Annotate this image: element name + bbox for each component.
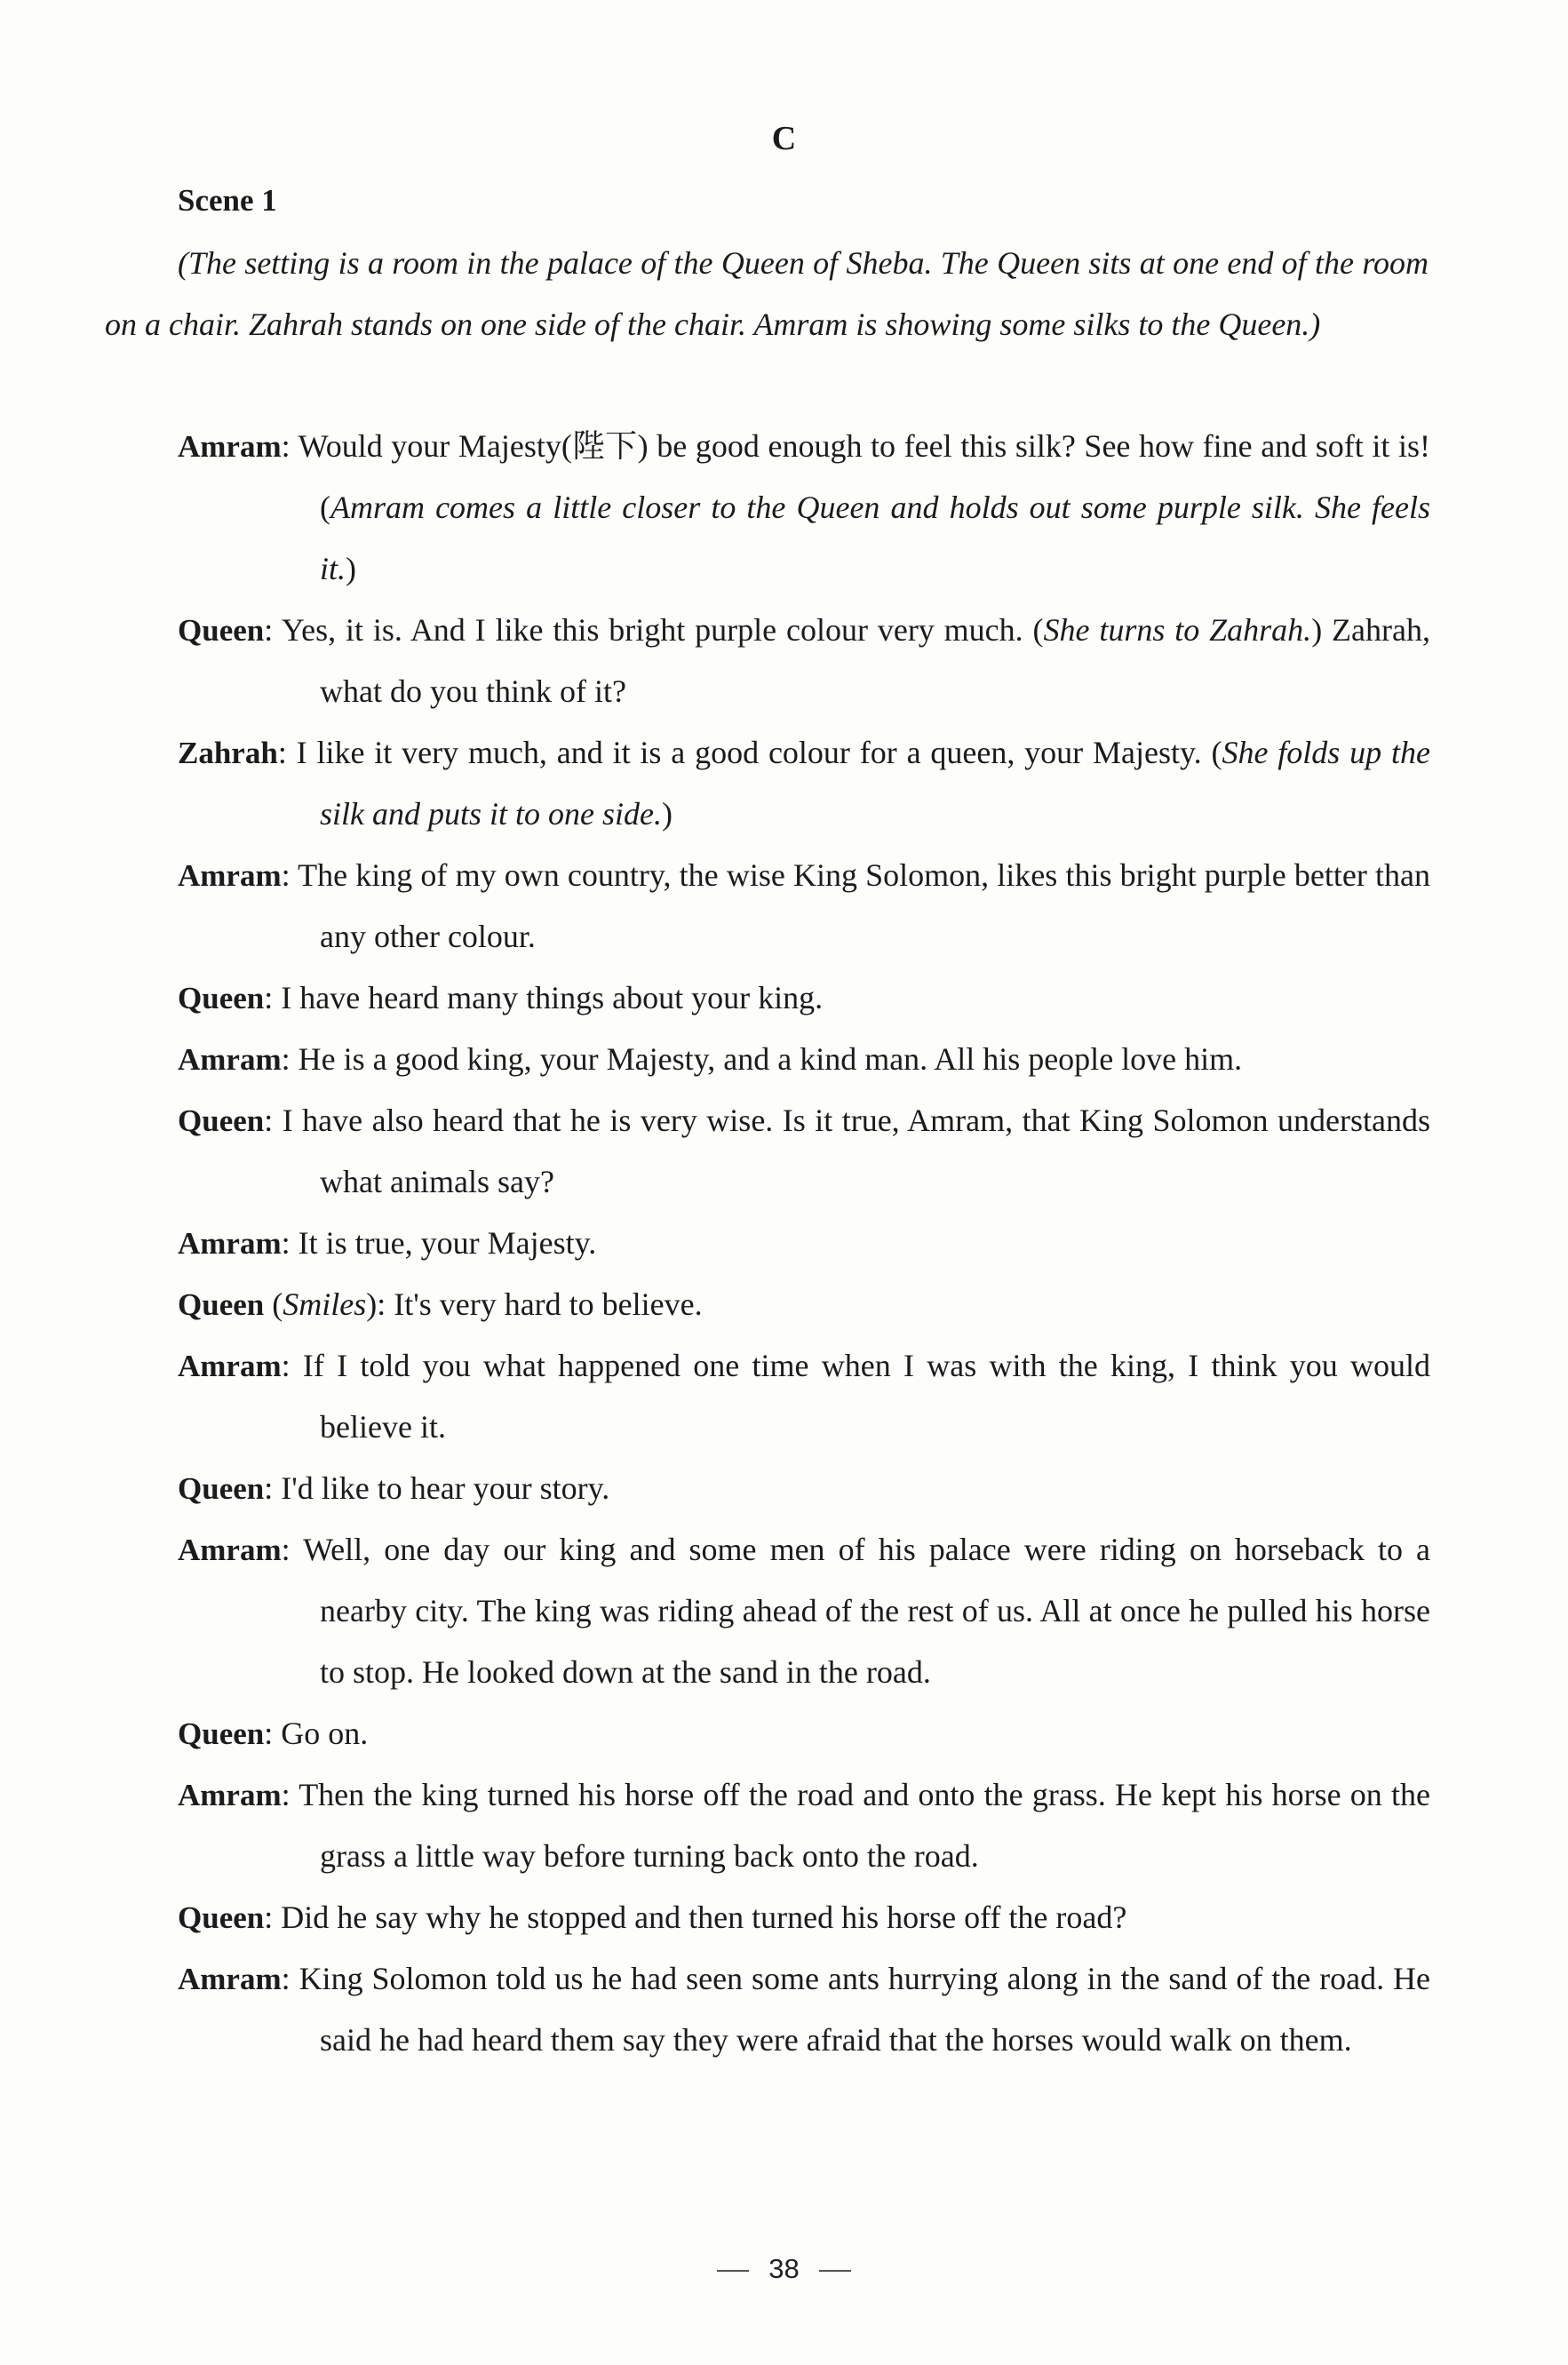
footer-dash-left bbox=[717, 2270, 749, 2272]
dialogue-line: Queen: I'd like to hear your story. bbox=[178, 1470, 610, 1506]
speaker-name: Amram bbox=[178, 858, 282, 893]
dialogue-line: Amram: Would your Majesty(陛下) be good enough to feel this silk? See how fine and soft it is! (Amram comes a little closer to the Queen and holds out some purple silk. She feels it.) bbox=[178, 428, 1430, 586]
dialogue-line: Amram: Well, one day our king and some men of his palace were riding on horseback to a nearby city. The king was riding ahead of the rest of us. All at once he pulled his horse to stop. He looked down at the sand in the road. bbox=[178, 1532, 1430, 1690]
stage-direction: She turns to Zahrah. bbox=[1043, 612, 1312, 648]
speaker-name: Amram bbox=[178, 1962, 282, 1996]
dialogue-line: Queen: I have also heard that he is very wise. Is it true, Amram, that King Solomon understands what animals say? bbox=[178, 1103, 1430, 1199]
dialogue-line: Queen: I have heard many things about your king. bbox=[178, 980, 824, 1015]
dialogue-text: I'd like to hear your story. bbox=[281, 1470, 610, 1506]
dialogue-line: Amram: Then the king turned his horse off the road and onto the grass. He kept his horse on the grass a little way before turning back onto the road. bbox=[178, 1777, 1430, 1874]
dialogue-text: It is true, your Majesty. bbox=[298, 1225, 597, 1261]
speaker-name: Amram bbox=[178, 1778, 282, 1812]
dialogue-text: Yes, it is. And I like this bright purple colour very much. ( bbox=[281, 612, 1044, 648]
dialogue-line: Queen: Did he say why he stopped and then turned his horse off the road? bbox=[178, 1899, 1127, 1935]
dialogue-text: If I told you what happened one time when I was with the king, I think you would believe it. bbox=[302, 1348, 1430, 1445]
page-footer bbox=[0, 2248, 1568, 2290]
speaker-name: Queen bbox=[178, 1287, 265, 1322]
section-heading: C bbox=[771, 120, 797, 157]
dialogue-text: He is a good king, your Majesty, and a kind man. All his people love him. bbox=[298, 1041, 1243, 1077]
dialogue-line: Amram: He is a good king, your Majesty, and a kind man. All his people love him. bbox=[178, 1041, 1243, 1077]
speaker-name: Amram bbox=[178, 1349, 282, 1383]
speaker-name: Queen bbox=[178, 1471, 265, 1506]
stage-direction: She folds up the silk and puts it to one side. bbox=[320, 735, 1430, 832]
dialogue-text: ) bbox=[661, 796, 673, 832]
dialogue-line: Amram: King Solomon told us he had seen some ants hurrying along in the sand of the road. He said he had heard them say they were afraid that the horses would walk on them. bbox=[178, 1961, 1430, 2058]
stage-direction: Amram comes a little closer to the Queen and holds out some purple silk. She feels it. bbox=[320, 490, 1430, 586]
speaker-name: Queen bbox=[178, 981, 265, 1015]
scene-title: Scene 1 bbox=[178, 183, 277, 218]
dialogue-text: The king of my own country, the wise King Solomon, likes this bright purple better than any other colour. bbox=[298, 857, 1430, 954]
dialogue-line: Amram: It is true, your Majesty. bbox=[178, 1225, 597, 1261]
dialogue-line: Zahrah: I like it very much, and it is a good colour for a queen, your Majesty. (She folds up the silk and puts it to one side.) bbox=[178, 735, 1430, 832]
dialogue-line: Queen: Yes, it is. And I like this bright purple colour very much. (She turns to Zahrah.) Zahrah, what do you think of it? bbox=[178, 612, 1430, 709]
speaker-name: Queen bbox=[178, 1900, 265, 1935]
speaker-name: Zahrah bbox=[178, 736, 278, 770]
dialogue-text: I like it very much, and it is a good colour for a queen, your Majesty. ( bbox=[296, 735, 1222, 770]
dialogue-text: King Solomon told us he had seen some ants hurrying along in the sand of the road. He said he had heard them say they were afraid that the horses would walk on them. bbox=[298, 1961, 1430, 2058]
speaker-name: Amram bbox=[178, 429, 282, 464]
dialogue-text: It's very hard to believe. bbox=[394, 1286, 703, 1322]
dialogue-text: ) bbox=[346, 551, 357, 586]
speaker-name: Amram bbox=[178, 1042, 282, 1077]
dialogue-text: Would your Majesty(陛下) be good enough to feel this silk? See how fine and soft it is! ( bbox=[298, 428, 1430, 525]
page-number: 38 bbox=[768, 2253, 800, 2284]
dialogue-line: Amram: If I told you what happened one time when I was with the king, I think you would believe it. bbox=[178, 1348, 1430, 1445]
dialogue-line: Queen (Smiles): It's very hard to believe. bbox=[178, 1286, 703, 1322]
stage-direction-setting: (The setting is a room in the palace of the Queen of Sheba. The Queen sits at one end of the room on a chair. Zahrah stands on one side of the chair. Amram is showing some silks to the Queen.) bbox=[105, 245, 1429, 342]
dialogue-line: Queen: Go on. bbox=[178, 1716, 369, 1751]
dialogue-list bbox=[178, 416, 1430, 2071]
speaker-name: Amram bbox=[178, 1226, 282, 1261]
speaker-stage-note: Smiles bbox=[283, 1286, 367, 1322]
dialogue-text: I have also heard that he is very wise. Is it true, Amram, that King Solomon understands what animals say? bbox=[282, 1103, 1430, 1199]
dialogue-text: Well, one day our king and some men of his palace were riding on horseback to a nearby city. The king was riding ahead of the rest of us. All at once he pulled his horse to stop. He looked down at the sand in the road. bbox=[303, 1532, 1430, 1690]
dialogue-line: Amram: The king of my own country, the wise King Solomon, likes this bright purple better than any other colour. bbox=[178, 857, 1430, 954]
speaker-name: Amram bbox=[178, 1533, 282, 1567]
dialogue-text: Did he say why he stopped and then turned his horse off the road? bbox=[281, 1899, 1127, 1935]
dialogue-text: Go on. bbox=[281, 1716, 369, 1751]
speaker-name: Queen bbox=[178, 1103, 265, 1138]
speaker-name: Queen bbox=[178, 1716, 265, 1751]
dialogue-text: I have heard many things about your king. bbox=[281, 980, 824, 1015]
dialogue-text: ) Zahrah, what do you think of it? bbox=[320, 612, 1430, 709]
dialogue-text: Then the king turned his horse off the road and onto the grass. He kept his horse on the grass a little way before turning back onto the road. bbox=[298, 1777, 1430, 1874]
speaker-name: Queen bbox=[178, 613, 265, 648]
footer-dash-right bbox=[819, 2270, 851, 2272]
